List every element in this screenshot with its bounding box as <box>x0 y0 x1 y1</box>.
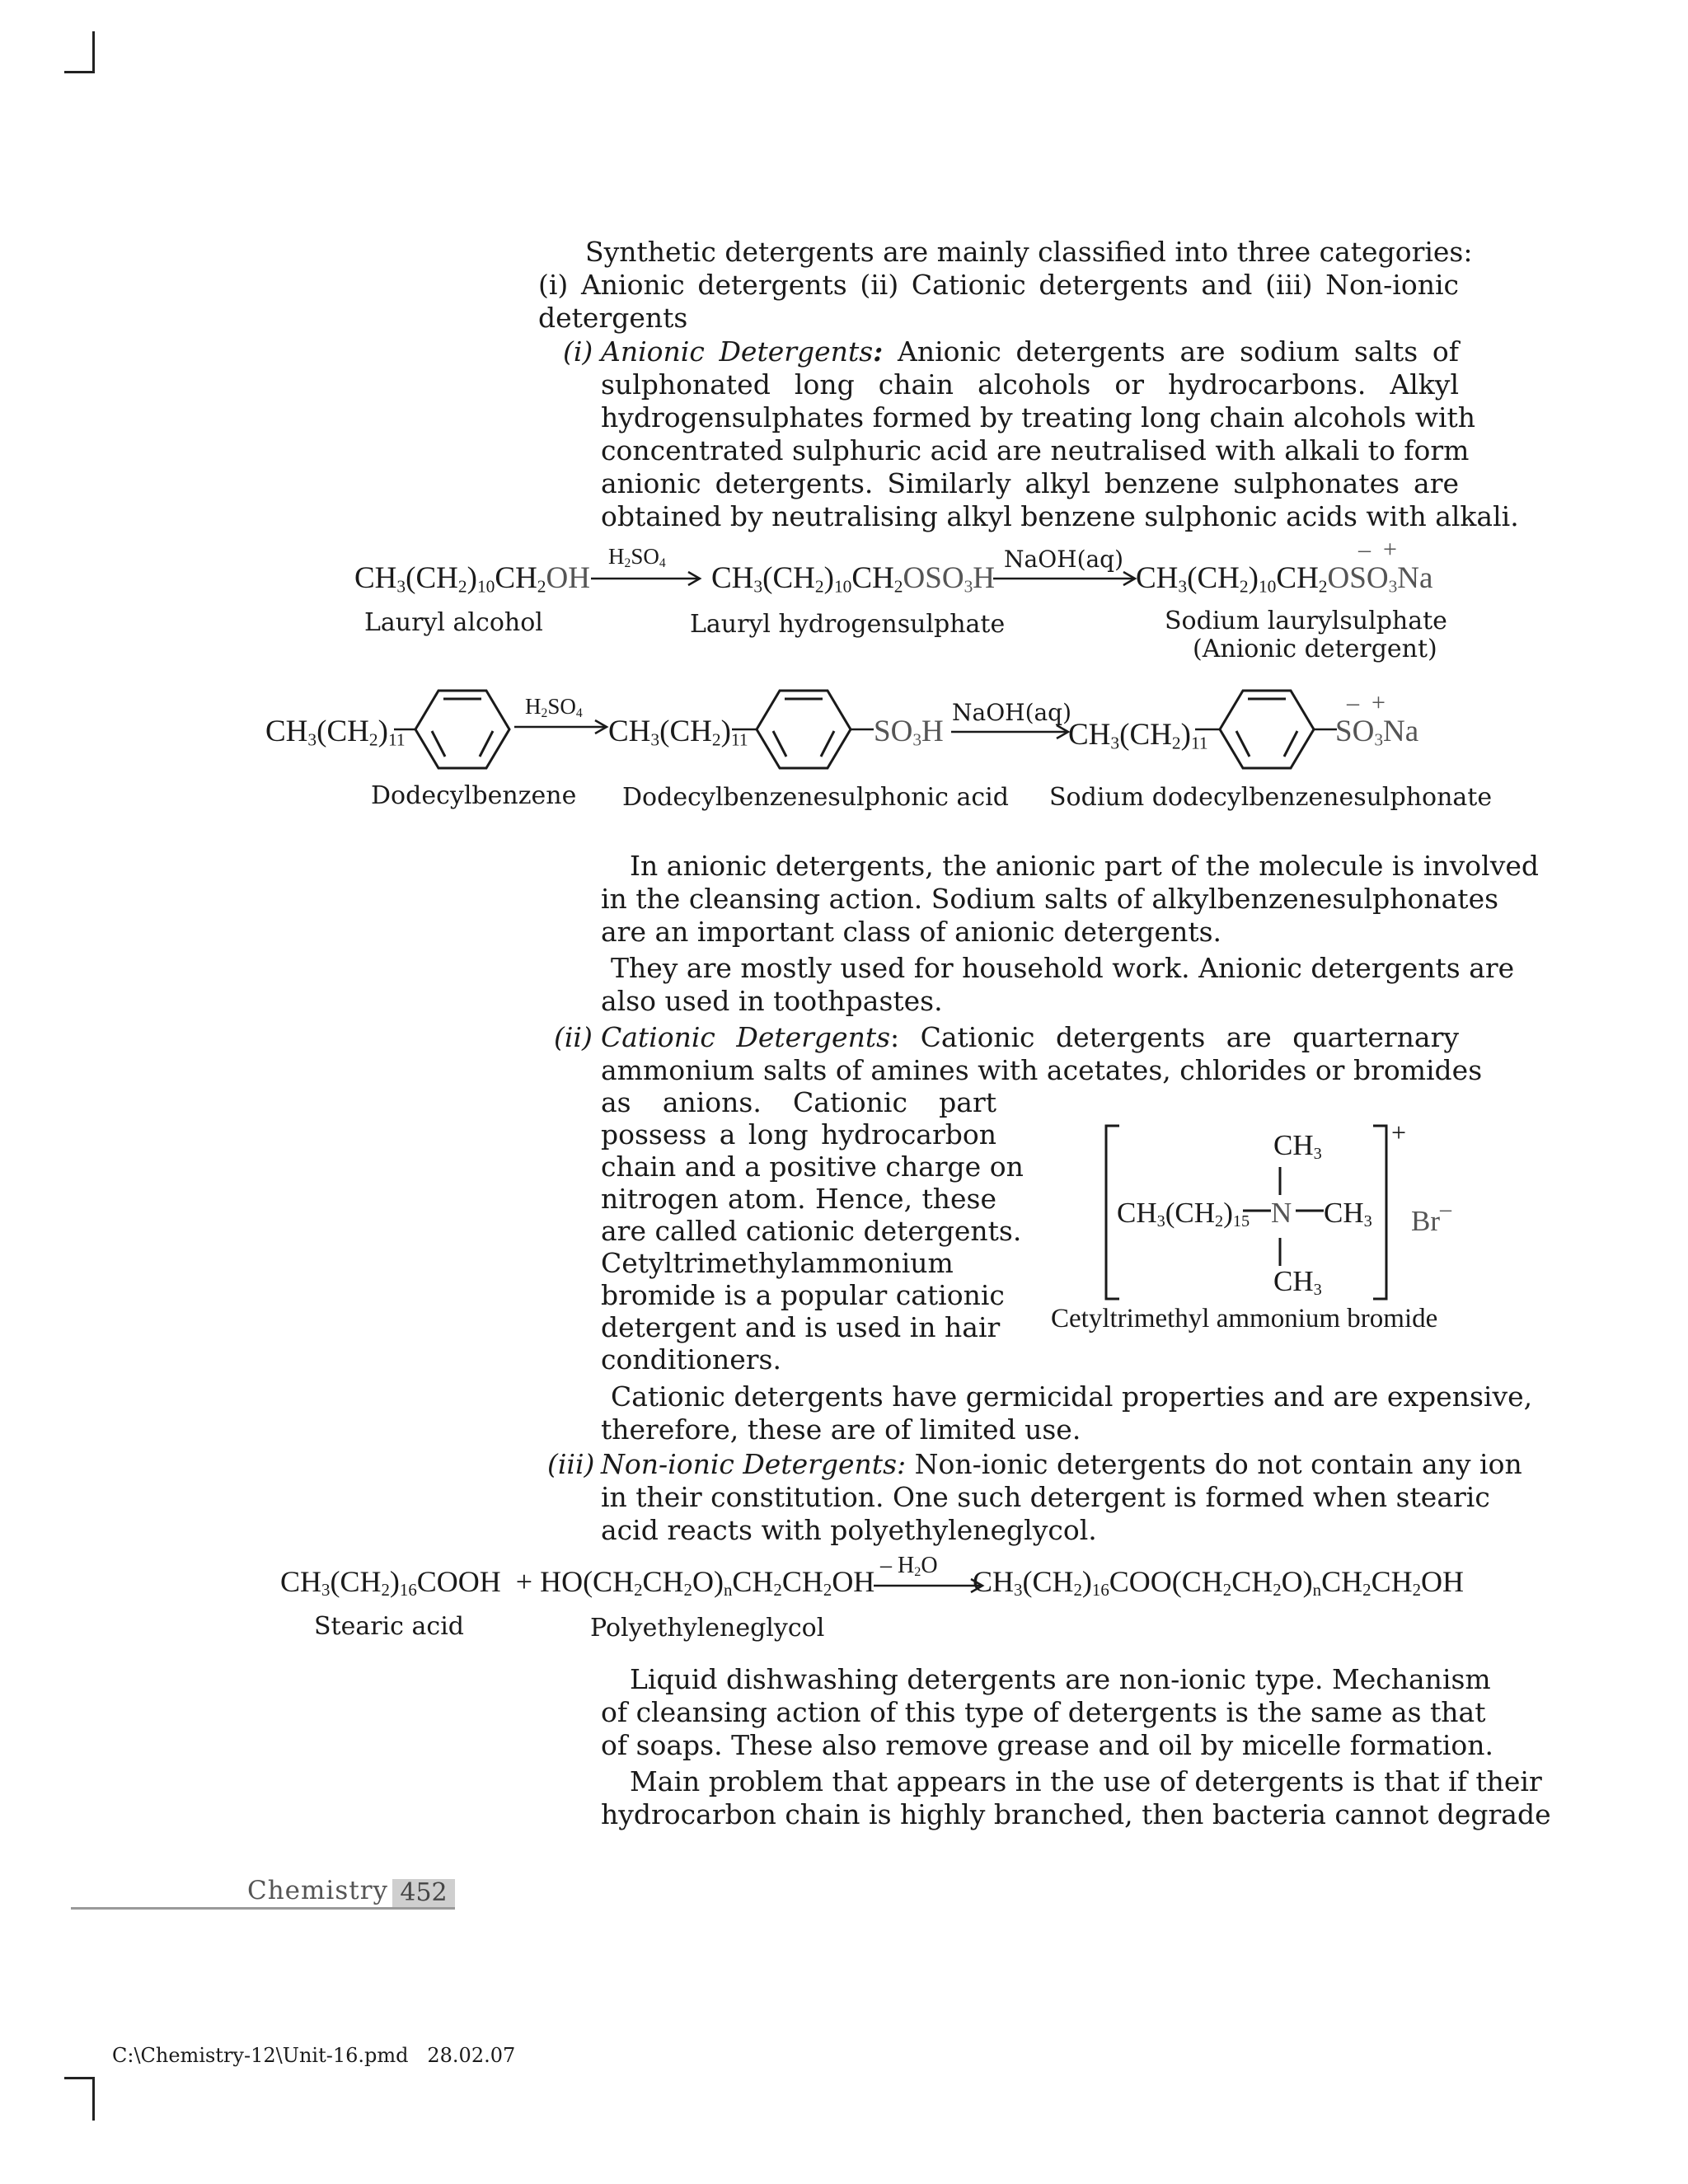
r1-charge-signs: – + <box>1358 536 1397 563</box>
anionic-line-1-text: Anionic detergents are sodium salts of <box>898 335 1459 368</box>
anionic-colon: : <box>873 335 884 368</box>
cationic-narrow-line-4: nitrogen atom. Hence, these <box>601 1183 996 1215</box>
structure-plus-charge: + <box>1391 1118 1407 1147</box>
closing-p2 <box>601 1765 1551 1831</box>
r1-reagent-1: $H_2SO_4$ <box>608 544 666 570</box>
intro-line-3: detergents <box>538 302 688 334</box>
r2-arrow-1 <box>513 717 612 737</box>
structure-nitrogen: N <box>1271 1197 1292 1229</box>
structure-label: Cetyltrimethyl ammonium bromide <box>1051 1304 1438 1333</box>
structure-ch3-right: $CH_3$ <box>1324 1197 1372 1231</box>
anionic-after-p2 <box>601 952 1515 1018</box>
anionic-after-p1 <box>601 850 1540 949</box>
r1-arrow-2 <box>992 569 1140 588</box>
anionic-line-2: sulphonated long chain alcohols or hydrocarbons. Alkyl <box>601 368 1459 401</box>
structure-ch3-top: $CH_3$ <box>1273 1129 1322 1164</box>
r2-reagent-1: $H_2SO_4$ <box>525 694 583 720</box>
stearic-acid-formula: $CH_3(CH_2)_{16}COOH + HO(CH_2CH_2O)_nCH_2CH_2OH$ <box>280 1565 875 1601</box>
crop-mark-top <box>64 31 95 73</box>
anionic-paragraph <box>601 335 1519 533</box>
anionic-line-5: anionic detergents. Similarly alkyl benzene sulphonates are <box>601 467 1459 499</box>
anionic-after-p2-line-1: They are mostly used for household work. Anionic detergents are <box>611 952 1515 984</box>
nonionic-heading: Non-ionic Detergents: <box>601 1448 907 1480</box>
footer-file-path: C:\Chemistry-12\Unit-16.pmd <box>112 2044 409 2067</box>
nonionic-product-formula: $CH_3(CH_2)_{16}COO(CH_2CH_2O)_nCH_2CH_2OH$ <box>973 1565 1465 1601</box>
intro-paragraph <box>538 236 1473 335</box>
benzene-ring-3 <box>1195 684 1343 775</box>
r1-label-intermediate: Lauryl hydrogensulphate <box>690 610 1006 639</box>
r1-arrow-1 <box>589 569 705 588</box>
anionic-after-p1-line-2: in the cleansing action. Sodium salts of alkylbenzenesulphonates <box>601 883 1499 915</box>
anionic-line-1 <box>601 335 1459 368</box>
sulphonic-acid-group: $SO_3H$ <box>874 715 944 750</box>
cationic-line-2: ammonium salts of amines with acetates, chlorides or bromides <box>601 1054 1483 1086</box>
r2-label-product: Sodium dodecylbenzenesulphonate <box>1049 783 1493 812</box>
structure-bond-left <box>1243 1207 1273 1215</box>
anionic-line-6: obtained by neutralising alkyl benzene sulphonic acids with alkali. <box>601 500 1519 532</box>
structure-ch3-bottom: $CH_3$ <box>1273 1265 1322 1300</box>
cationic-narrow-line-7: bromide is a popular cationic <box>601 1279 1005 1311</box>
r3-reagent: – $H_2O$ <box>880 1553 938 1580</box>
r3-arrow <box>872 1576 987 1596</box>
footer-file-info <box>112 2044 515 2067</box>
nonionic-marker: (iii) <box>547 1448 595 1480</box>
closing-p1-line-1: Liquid dishwashing detergents are non-ionic type. Mechanism <box>630 1663 1491 1695</box>
r2-arrow-2 <box>950 722 1073 742</box>
closing-p1-line-3: of soaps. These also remove grease and oil by micelle formation. <box>601 1729 1494 1761</box>
sulphonate-sodium-group: $SO_3Na$ <box>1335 715 1419 750</box>
r1-label-product-note: (Anionic detergent) <box>1193 635 1437 663</box>
structure-chain: $CH_3(CH_2)_{15}$ <box>1117 1197 1250 1231</box>
anionic-heading: Anionic Detergents <box>601 335 874 368</box>
cationic-narrow-line-1: as anions. Cationic part <box>601 1086 996 1118</box>
sodium-laurylsulphate-formula: $CH_3(CH_2)_{10}CH_2OSO_3Na$ <box>1136 561 1433 597</box>
r3-label-acid: Stearic acid <box>314 1612 465 1641</box>
r1-label-product: Sodium laurylsulphate <box>1165 607 1447 635</box>
r1-label-reactant: Lauryl alcohol <box>364 608 543 637</box>
cationic-narrow-line-8: detergent and is used in hair <box>601 1311 1001 1343</box>
cationic-heading: Cationic Detergents <box>601 1021 891 1053</box>
closing-p1 <box>601 1663 1494 1762</box>
crop-mark-bottom <box>64 2077 95 2121</box>
cationic-narrow-line-6: Cetyltrimethylammonium <box>601 1247 954 1279</box>
lauryl-alcohol-formula: $CH_3(CH_2)_{10}CH_2OH$ <box>354 561 590 597</box>
cationic-paragraph <box>601 1021 1483 1087</box>
nonionic-line-2: in their constitution. One such detergent is formed when stearic <box>601 1481 1490 1513</box>
cationic-line-1 <box>601 1021 1459 1054</box>
anionic-after-p2-line-2: also used in toothpastes. <box>601 985 943 1017</box>
cationic-p2 <box>601 1380 1533 1446</box>
structure-bond-right <box>1296 1207 1325 1215</box>
intro-line-2: (i) Anionic detergents (ii) Cationic detergents and (iii) Non-ionic <box>538 269 1459 301</box>
dodecylbenzene-chain: $CH_3(CH_2)_{11}$ <box>265 715 406 750</box>
r1-reagent-2: NaOH(aq) <box>1004 546 1124 573</box>
structure-bond-bottom <box>1276 1238 1284 1268</box>
cationic-narrow-line-2: possess a long hydrocarbon <box>601 1118 996 1151</box>
anionic-after-p1-line-3: are an important class of anionic detergents. <box>601 916 1222 948</box>
nonionic-line-1 <box>601 1448 1522 1481</box>
cationic-narrow-line-5: are called cationic detergents. <box>601 1215 1022 1247</box>
cationic-line-1-text: : Cationic detergents are quarternary <box>890 1021 1459 1053</box>
intro-line-1: Synthetic detergents are mainly classified into three categories: <box>585 236 1473 268</box>
structure-bond-top <box>1276 1167 1284 1197</box>
footer-date: 28.02.07 <box>427 2044 516 2067</box>
r2-label-reactant: Dodecylbenzene <box>371 781 577 810</box>
r2-label-intermediate: Dodecylbenzenesulphonic acid <box>622 783 1009 812</box>
benzene-ring-1 <box>394 684 526 775</box>
r3-label-glycol: Polyethyleneglycol <box>590 1614 825 1643</box>
anionic-line-3: hydrogensulphates formed by treating long chain alcohols with <box>601 401 1476 434</box>
anionic-after-p1-line-1: In anionic detergents, the anionic part of the molecule is involved <box>630 850 1540 882</box>
sodium-dodecylbenzenesulphonate-chain: $CH_3(CH_2)_{11}$ <box>1068 718 1208 753</box>
lauryl-hydrogensulphate-formula: $CH_3(CH_2)_{10}CH_2OSO_3H$ <box>711 561 996 597</box>
r2-reagent-2: NaOH(aq) <box>952 699 1072 726</box>
nonionic-line-1-text: Non-ionic detergents do not contain any ion <box>914 1448 1522 1480</box>
footer-subject: Chemistry <box>247 1876 389 1905</box>
cationic-marker: (ii) <box>554 1021 593 1053</box>
anionic-marker: (i) <box>563 335 593 368</box>
footer-page-text: 452 <box>400 1878 448 1907</box>
benzene-ring-2 <box>732 684 880 775</box>
anionic-line-4: concentrated sulphuric acid are neutralised with alkali to form <box>601 434 1470 466</box>
structure-bromide: Br– <box>1411 1197 1451 1237</box>
footer-rule <box>71 1907 455 1910</box>
dodecylbenzenesulphonic-chain: $CH_3(CH_2)_{11}$ <box>608 715 748 750</box>
nonionic-line-3: acid reacts with polyethyleneglycol. <box>601 1514 1097 1546</box>
cationic-narrow-column <box>601 1086 1024 1376</box>
nonionic-paragraph <box>601 1448 1522 1547</box>
closing-p2-line-2: hydrocarbon chain is highly branched, then bacteria cannot degrade <box>601 1798 1551 1830</box>
cationic-p2-line-2: therefore, these are of limited use. <box>601 1413 1081 1446</box>
closing-p2-line-1: Main problem that appears in the use of detergents is that if their <box>630 1765 1542 1797</box>
r2-charge-signs: – + <box>1347 689 1386 716</box>
footer-page-number <box>392 1879 455 1907</box>
cationic-narrow-line-3: chain and a positive charge on <box>601 1151 1024 1183</box>
cationic-narrow-line-9: conditioners. <box>601 1343 781 1376</box>
cationic-p2-line-1: Cationic detergents have germicidal properties and are expensive, <box>611 1380 1533 1413</box>
closing-p1-line-2: of cleansing action of this type of detergents is the same as that <box>601 1696 1486 1728</box>
